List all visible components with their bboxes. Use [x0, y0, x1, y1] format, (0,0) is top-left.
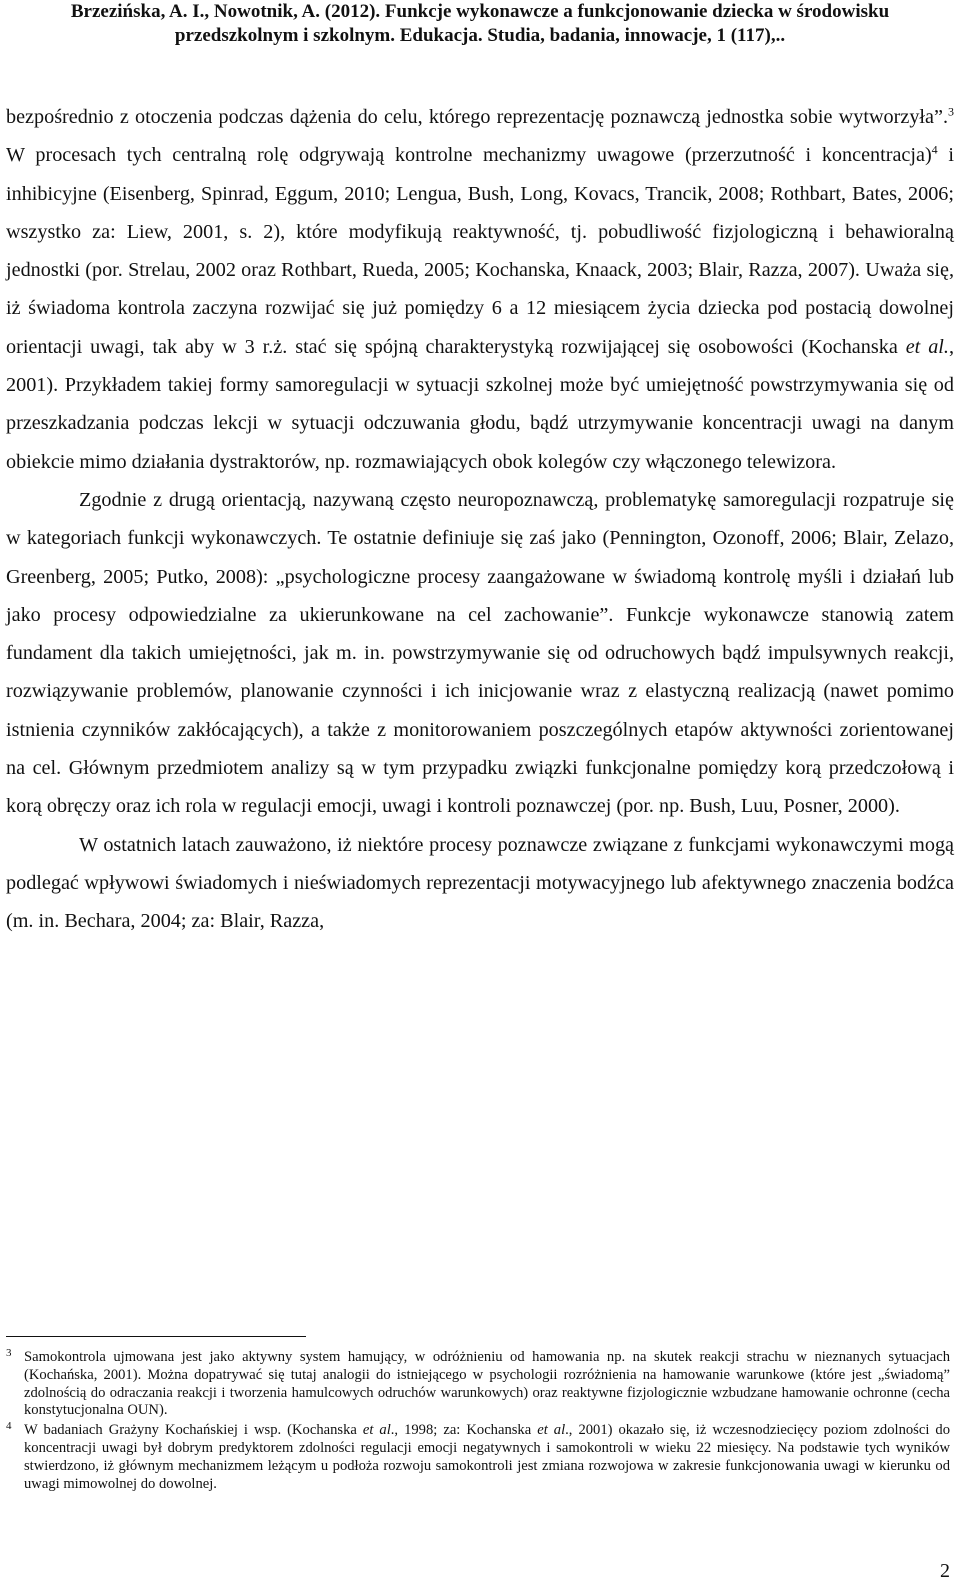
paragraph-1: [6, 98, 954, 481]
paragraph-1-part-b: W procesach tych centralną rolę odgrywają kontrolne mechanizmy uwagowe (przerzutność i koncentracja): [6, 144, 932, 167]
running-header: [0, 0, 960, 48]
footnote-3-text: Samokontrola ujmowana jest jako aktywny system hamujący, w odróżnieniu od hamowania np. na skutek reakcji strachu w nieznanych sytuacjach (Kochańska, 2001). Można dopatrywać się tutaj analogii do istniejącego w psychologii rozróżnienia na hamowanie warunkowe (które jest „świadomą” zdolnością do odraczania reakcji i tworzenia hamulcowych odruchów warunkowych) oraz reaktywne fizjologicznie wzbudzane hamowanie ochronne (cecha konstytucjonalna OUN).: [24, 1349, 950, 1419]
footnote-4-et-al-1: et al: [362, 1422, 391, 1439]
footnote-4-et-al-2: et al: [537, 1422, 566, 1439]
paragraph-3: W ostatnich latach zauważono, iż niektóre procesy poznawcze związane z funkcjami wykonawczymi mogą podlegać wpływowi świadomych i nieświadomych reprezentacji motywacyjnego lub afektywnego znaczenia bodźca (m. in. Bechara, 2004; za: Blair, Razza,: [6, 833, 954, 933]
footnote-ref-4[interactable]: 4: [931, 142, 938, 157]
footnote-4-text-c: ., 2001) okazało się, iż wczesnodziecięcy poziom zdolności do koncentracji uwagi był dobrym predyktorem zdolności regulacji emocji negatywnych i samokontroli w wieku 22 miesięcy. Na podstawie tych wyników stwierdzono, iż głównym mechanizmem leżącym u podłoża rozwoju samokontroli jest zmiana rozwojowa w zakresie funkcjonowania uwagi w kierunku od uwagi mimowolnej do dowolnej.: [24, 1422, 950, 1492]
footnote-4-text-b: ., 1998; za: Kochanska: [390, 1422, 538, 1439]
footnote-number-3: 3: [6, 1347, 12, 1359]
main-text: [6, 98, 954, 941]
header-line-1: Brzezińska, A. I., Nowotnik, A. (2012). Funkcje wykonawcze a funkcjonowanie dziecka w środowisku: [70, 1, 890, 22]
footnotes: [6, 1349, 950, 1495]
et-al-italic: et al.: [905, 335, 949, 358]
paragraph-1-part-c: i inhibicyjne (Eisenberg, Spinrad, Eggum, 2010; Lengua, Bush, Long, Kovacs, Trancik, 2008; Rothbart, Bates, 2006; wszystko za: Liew, 2001, s. 2), które modyfikują reaktywność, tj. pobudliwość fizjologiczną i behawioralną jednostki (por. Strelau, 2002 oraz Rothbart, Rueda, 2005; Kochanska, Knaack, 2003; Blair, Razza, 2007). Uważa się, iż świadoma kontrola zaczyna rozwijać się już pomiędzy 6 a 12 miesiącem życia dziecka pod postacią dowolnej orientacji uwagi, tak aby w 3 r.ż. stać się spójną charakterystyką rozwijającej się osobowości (Kochanska: [6, 144, 954, 358]
footnote-ref-3[interactable]: 3: [948, 104, 954, 119]
footnote-divider: [6, 1336, 306, 1337]
footnote-3: [6, 1349, 950, 1420]
footnote-number-4: 4: [6, 1420, 12, 1433]
header-line-2: przedszkolnym i szkolnym. Edukacja. Studia, badania, innowacje, 1 (117),..: [174, 25, 786, 46]
footnote-4: [6, 1422, 950, 1493]
footnote-4-text-a: W badaniach Grażyny Kochańskiej i wsp. (Kochanska: [24, 1422, 363, 1439]
paragraph-1-part-a: bezpośrednio z otoczenia podczas dążenia do celu, którego reprezentację poznawczą jednostka sobie wytworzyła”.: [6, 106, 948, 128]
page-number: 2: [940, 1560, 950, 1582]
paragraph-2: Zgodnie z drugą orientacją, nazywaną często neuropoznawczą, problematykę samoregulacji rozpatruje się w kategoriach funkcji wykonawczych. Te ostatnie definiuje się zaś jako (Pennington, Ozonoff, 2006; Blair, Zelazo, Greenberg, 2005; Putko, 2008): „psychologiczne procesy zaangażowane w świadomą kontrolę myśli i działań lub jako procesy odpowiedzialne za ukierunkowane na cel zachowanie”. Funkcje wykonawcze stanowią zatem fundament dla takich umiejętności, jak m. in. powstrzymywanie się od odruchowych bądź impulsywnych reakcji, rozwiązywanie problemów, planowanie czynności i ich inicjowanie wraz z elastyczną realizacją (nawet pomimo istnienia czynników zakłócających), a także z monitorowaniem poszczególnych etapów aktywności zorientowanej na cel. Głównym przedmiotem analizy są w tym przypadku związki funkcjonalne pomiędzy korą przedczołową i korą obręczy oraz ich rola w regulacji emocji, uwagi i kontroli poznawczej (por. np. Bush, Luu, Posner, 2000).: [6, 488, 954, 818]
paragraph-1-part-d: , 2001). Przykładem takiej formy samoregulacji w sytuacji szkolnej może być umiejętność powstrzymywania się od przeszkadzania podczas lekcji w sytuacji odczuwania głodu, bądź utrzymywanie koncentracji uwagi na danym obiekcie mimo działania dystraktorów, np. rozmawiających obok kolegów czy włączonego telewizora.: [6, 335, 954, 473]
